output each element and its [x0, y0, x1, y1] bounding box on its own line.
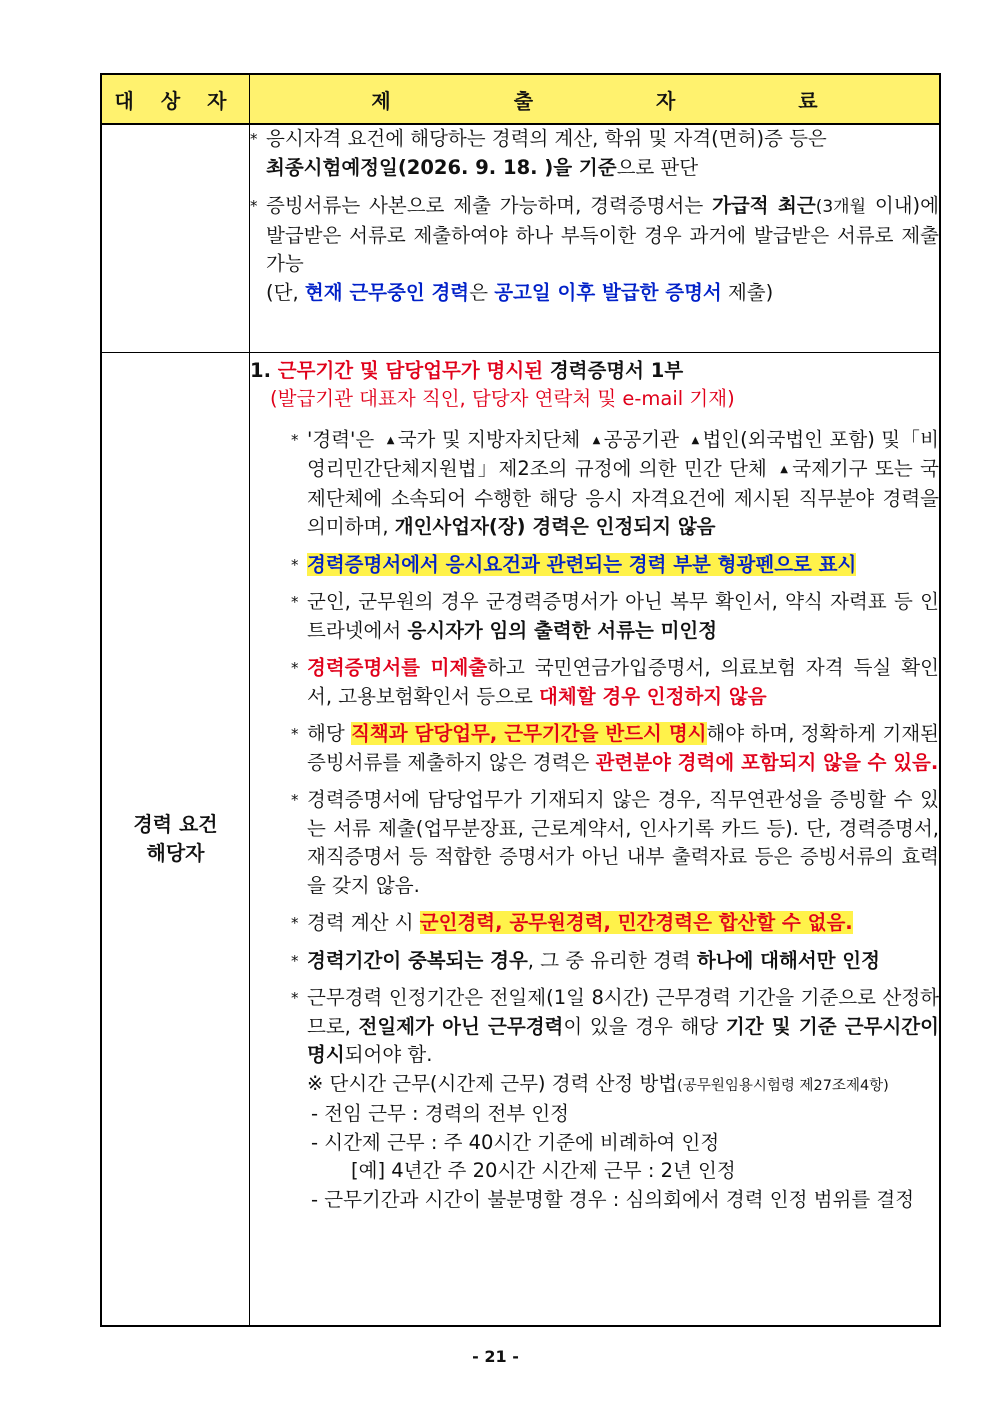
sub-parttime-example: [예] 4년간 주 20시간 시간제 근무 : 2년 인정 — [351, 1159, 736, 1182]
bullet-substitute — [250, 654, 939, 711]
asterisk-icon: * — [250, 197, 258, 215]
header-material — [250, 74, 941, 124]
sum-red-highlight: 군인경력, 공무원경력, 민간경력은 합산할 수 없음. — [419, 911, 853, 934]
career-def-bold: 개인사업자(장) 경력은 인정되지 않음 — [394, 515, 716, 538]
section-general-content — [250, 124, 941, 352]
fulltime-text2: 이 있을 경우 해당 — [563, 1014, 719, 1038]
header-material-text: 제 출 자 료 — [371, 88, 876, 113]
asterisk-icon: * — [291, 430, 299, 449]
note-parttime — [250, 1070, 939, 1101]
asterisk-icon: * — [291, 989, 299, 1007]
sum-pre: 경력 계산 시 — [307, 911, 414, 934]
asterisk-icon: * — [291, 593, 299, 611]
substitute-red2: 대체할 경우 인정하지 않음 — [539, 684, 767, 708]
fulltime-text: 근무경력 인정기간은 전일제(1일 8시간) 근무경력 기간을 기준으로 산정하므로, — [307, 986, 939, 1038]
overlap-bold2: 하나에 대해서만 인정 — [696, 948, 880, 972]
note-mark: ※ — [307, 1071, 324, 1095]
bullet-documents-current-career: 현재 근무중인 경력 — [304, 280, 470, 304]
bullet-career-definition — [250, 426, 939, 542]
substitute-red1: 경력증명서를 미제출 — [307, 656, 488, 679]
triangle-icon: ▲ — [780, 464, 790, 475]
table-header — [101, 74, 940, 124]
sub-fulltime: - 전임 근무 : 경력의 전부 인정 — [311, 1102, 570, 1125]
fulltime-bold1: 전일제가 아닌 근무경력 — [358, 1014, 564, 1038]
career-def-t3: 공공기관 — [603, 427, 679, 451]
duty-text: 해야 하며, 정확하게 기재된 증빙서류를 제출하지 않은 경력은 — [307, 722, 940, 774]
note-text: 단시간 근무(시간제 근무) 경력 산정 방법 — [329, 1071, 678, 1095]
bullet-documents-small: (3개월 — [815, 197, 867, 217]
highlight-text: 경력증명서에서 응시요건과 관련되는 경력 부분 형광펜으로 표시 — [307, 552, 857, 576]
bullet-criteria-date: 최종시험예정일(2026. 9. 18. )을 기준 — [266, 155, 617, 179]
bullet-fulltime — [250, 984, 939, 1070]
asterisk-icon: * — [291, 555, 299, 574]
item-number: 1. — [250, 358, 271, 382]
bullet-duty — [250, 720, 939, 777]
header-target-text: 대 상 자 — [114, 88, 237, 113]
bullet-documents-paren-open: (단, — [266, 280, 299, 304]
bullet-documents-text2: 이내)에 발급받은 서류로 제출하여야 하나 부득이한 경우 과거에 발급받은 서류로 제출 가능 — [266, 194, 939, 275]
duty-red: 관련분야 경력에 포함되지 않을 수 있음. — [595, 750, 939, 774]
relevance-text: 경력증명서에 담당업무가 기재되지 않은 경우, 직무연관성을 증빙할 수 있는 서류 제출(업무분장표, 근로계약서, 인사기록 카드 등). 단, 경력증명서, 재직증명서 등 적합한 증명서가 아닌 내부 출력자료 등은 증빙서류의 효력을 갖지 않음. — [307, 788, 939, 897]
triangle-icon: ▲ — [386, 434, 395, 446]
triangle-icon: ▲ — [592, 434, 601, 446]
bullet-sum — [250, 909, 939, 938]
bullet-criteria-after: 으로 판단 — [616, 155, 699, 179]
bullet-relevance — [250, 786, 939, 900]
duty-pre: 해당 — [307, 722, 345, 745]
bullet-criteria — [250, 125, 939, 182]
triangle-icon: ▲ — [691, 434, 700, 446]
bullet-documents-certificate: 공고일 이후 발급한 증명서 — [494, 280, 722, 304]
bullet-documents-mid: 은 — [469, 280, 488, 304]
bullet-documents-text: 증빙서류는 사본으로 제출 가능하며, 경력증명서는 — [266, 194, 704, 217]
bullet-highlight — [250, 551, 939, 580]
bullet-overlap — [250, 947, 939, 976]
bullet-documents — [250, 192, 939, 307]
item-red: 근무기간 및 담당업무가 명시된 — [277, 358, 544, 382]
career-def-t1: '경력'은 — [307, 427, 375, 451]
asterisk-icon: * — [250, 130, 258, 148]
requirements-table — [100, 73, 941, 1327]
bullet-military — [250, 588, 939, 645]
section-career-content — [250, 352, 941, 1326]
career-label-line1: 경력 요건 — [133, 811, 218, 836]
section-career-label — [101, 352, 250, 1326]
career-def-t5: 국제기구 또는 국제단체에 소속되어 수행한 해당 응시 자격요건에 제시된 직무분야 경력을 의미하며, — [307, 457, 939, 538]
item-note: (발급기관 대표자 직인, 담당자 연락처 및 e-mail 기재) — [270, 387, 735, 410]
sub-parttime: - 시간제 근무 : 주 40시간 기준에 비례하여 인정 — [311, 1130, 720, 1154]
military-bold: 응시자가 임의 출력한 서류는 미인정 — [407, 618, 718, 642]
asterisk-icon: * — [291, 659, 299, 677]
fulltime-bold2: 기간 및 기준 근무시간이 명시 — [307, 1014, 939, 1066]
overlap-text: , 그 중 유리한 경력 — [527, 948, 691, 972]
career-label-line2: 해당자 — [146, 840, 205, 865]
bullet-documents-paren-close: 제출) — [727, 280, 774, 304]
section-general-label — [101, 124, 250, 352]
overlap-bold1: 경력기간이 중복되는 경우 — [307, 948, 528, 972]
item-certificate — [250, 357, 939, 386]
bullet-documents-bold: 가급적 최근 — [712, 194, 816, 217]
asterisk-icon: * — [291, 951, 299, 970]
substitute-text: 하고 국민연금가입증명서, 의료보험 자격 득실 확인서, 고용보험확인서 등으로 — [307, 656, 939, 708]
item-rest: 경력증명서 1부 — [549, 358, 684, 382]
duty-red-highlight: 직책과 담당업무, 근무기간을 반드시 명시 — [351, 722, 707, 745]
asterisk-icon: * — [291, 914, 299, 932]
sub-unclear: - 근무기간과 시간이 불분명할 경우 : 심의회에서 경력 인정 범위를 결정 — [311, 1187, 915, 1211]
asterisk-icon: * — [291, 791, 299, 809]
fulltime-text3: 되어야 함. — [344, 1043, 433, 1066]
header-target — [101, 74, 250, 124]
asterisk-icon: * — [291, 725, 299, 743]
bullet-criteria-text: 응시자격 요건에 해당하는 경력의 계산, 학위 및 자격(면허)증 등은 — [266, 127, 827, 150]
section-general-row — [101, 124, 940, 352]
military-text: 군인, 군무원의 경우 군경력증명서가 아닌 복무 확인서, 약식 자력표 등 인트라넷에서 — [307, 590, 939, 642]
note-small: (공무원임용시험령 제27조제4항) — [677, 1077, 889, 1094]
career-def-t2: 국가 및 지방자치단체 — [397, 427, 581, 451]
career-def-t4: 법인(외국법인 포함) 및「비영리민간단체지원법」제2조의 규정에 의한 민간 단체 — [307, 427, 940, 480]
page-number: - 21 - — [472, 1347, 519, 1366]
section-career-row — [101, 352, 940, 1326]
